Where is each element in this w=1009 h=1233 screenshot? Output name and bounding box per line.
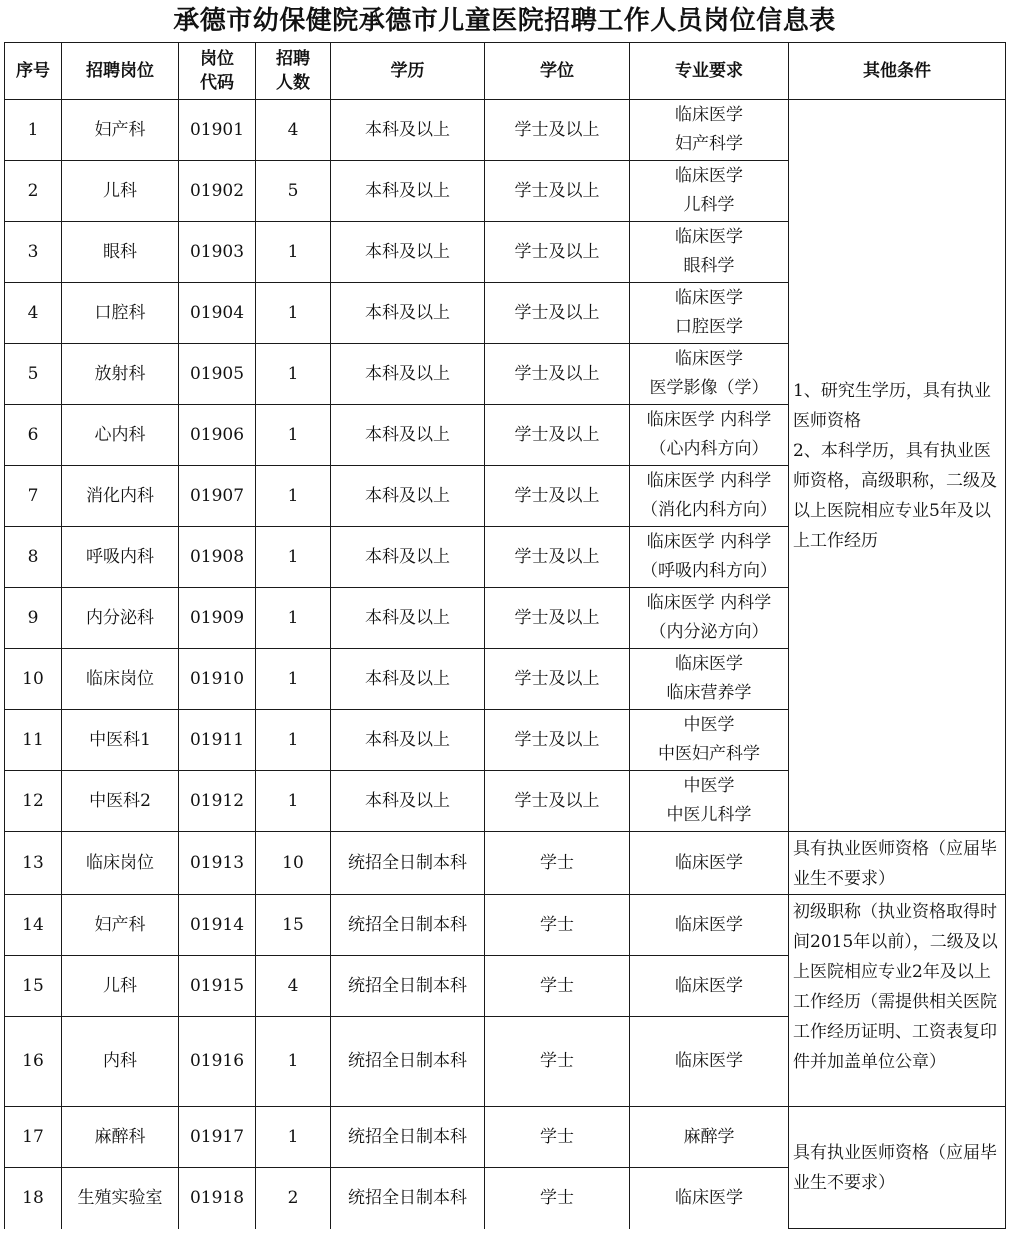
cell-num: 2 xyxy=(256,1168,331,1229)
cell-seq: 2 xyxy=(5,161,62,222)
cell-seq: 9 xyxy=(5,588,62,649)
cell-seq: 10 xyxy=(5,649,62,710)
major-line1: 中医学 xyxy=(683,715,735,735)
cell-degree: 学士及以上 xyxy=(485,649,630,710)
cell-edu: 本科及以上 xyxy=(331,771,485,832)
cell-degree: 学士及以上 xyxy=(485,771,630,832)
cell-num: 15 xyxy=(256,895,331,956)
cell-code: 01915 xyxy=(179,956,256,1017)
cell-edu: 本科及以上 xyxy=(331,527,485,588)
cell-num: 1 xyxy=(256,588,331,649)
cell-edu: 统招全日制本科 xyxy=(331,956,485,1017)
major-line1: 临床医学 xyxy=(675,914,743,935)
cell-seq: 12 xyxy=(5,771,62,832)
cell-seq: 3 xyxy=(5,222,62,283)
cell-edu: 本科及以上 xyxy=(331,649,485,710)
cell-edu: 本科及以上 xyxy=(331,344,485,405)
cell-edu: 本科及以上 xyxy=(331,405,485,466)
major-line2: （消化内科方向） xyxy=(641,500,777,520)
cell-num: 10 xyxy=(256,832,331,895)
cell-degree: 学士及以上 xyxy=(485,405,630,466)
cell-seq: 8 xyxy=(5,527,62,588)
cell-edu: 统招全日制本科 xyxy=(331,1107,485,1168)
major-line1: 中医学 xyxy=(683,776,735,796)
cell-seq: 18 xyxy=(5,1168,62,1229)
header-row xyxy=(5,43,1006,100)
cell-seq: 7 xyxy=(5,466,62,527)
cell-post: 中医科2 xyxy=(62,771,179,832)
cell-num: 5 xyxy=(256,161,331,222)
cell-seq: 4 xyxy=(5,283,62,344)
cell-post: 儿科 xyxy=(62,161,179,222)
major-line1: 临床医学 xyxy=(675,105,743,125)
major-line1: 临床医学 xyxy=(675,975,743,996)
major-line2: 医学影像（学） xyxy=(649,378,769,398)
cell-post: 呼吸内科 xyxy=(62,527,179,588)
cell-code: 01911 xyxy=(179,710,256,771)
cell-degree: 学士及以上 xyxy=(485,527,630,588)
cell-code: 01910 xyxy=(179,649,256,710)
cell-other-conditions xyxy=(789,895,1006,1107)
cell-degree: 学士 xyxy=(485,1017,630,1107)
cell-code: 01912 xyxy=(179,771,256,832)
cell-degree: 学士及以上 xyxy=(485,710,630,771)
table-row xyxy=(5,832,1006,895)
major-line1: 临床医学 xyxy=(675,166,743,186)
cell-degree: 学士及以上 xyxy=(485,222,630,283)
table-body xyxy=(5,100,1006,1229)
major-line2: 临床营养学 xyxy=(666,683,752,703)
cell-code: 01903 xyxy=(179,222,256,283)
condition-text: 具有执业医师资格（应届毕业生不要求） xyxy=(793,1142,997,1193)
cell-seq: 6 xyxy=(5,405,62,466)
cell-degree: 学士 xyxy=(485,832,630,895)
cell-seq: 11 xyxy=(5,710,62,771)
cell-num: 4 xyxy=(256,956,331,1017)
cell-major xyxy=(630,832,789,895)
cell-num: 1 xyxy=(256,710,331,771)
cell-degree: 学士及以上 xyxy=(485,100,630,161)
cell-code: 01906 xyxy=(179,405,256,466)
cell-degree: 学士及以上 xyxy=(485,344,630,405)
cell-degree: 学士 xyxy=(485,895,630,956)
table-row xyxy=(5,895,1006,956)
cell-code: 01918 xyxy=(179,1168,256,1229)
cell-post: 麻醉科 xyxy=(62,1107,179,1168)
major-line1: 临床医学 内科学 xyxy=(646,532,772,552)
cell-post: 儿科 xyxy=(62,956,179,1017)
table-row xyxy=(5,100,1006,161)
major-line1: 临床医学 内科学 xyxy=(646,471,772,491)
major-line1: 临床医学 内科学 xyxy=(646,593,772,613)
cell-major xyxy=(630,1107,789,1168)
cell-degree: 学士及以上 xyxy=(485,283,630,344)
major-line2: （内分泌方向） xyxy=(649,622,769,642)
cell-major xyxy=(630,100,789,161)
cell-major xyxy=(630,956,789,1017)
major-line2: 口腔医学 xyxy=(675,317,743,337)
cell-major xyxy=(630,344,789,405)
cell-edu: 统招全日制本科 xyxy=(331,832,485,895)
cell-seq: 17 xyxy=(5,1107,62,1168)
cell-num: 1 xyxy=(256,1017,331,1107)
cell-other-conditions xyxy=(789,832,1006,895)
major-line1: 临床医学 xyxy=(675,654,743,674)
cell-seq: 14 xyxy=(5,895,62,956)
condition-text: 具有执业医师资格（应届毕业生不要求） xyxy=(793,839,997,889)
major-line1: 临床医学 xyxy=(675,288,743,308)
major-line2: 妇产科学 xyxy=(675,134,743,154)
cell-post: 内分泌科 xyxy=(62,588,179,649)
cell-degree: 学士 xyxy=(485,1168,630,1229)
major-line2: 中医儿科学 xyxy=(666,805,752,825)
header-major: 专业要求 xyxy=(630,43,789,100)
cell-post: 口腔科 xyxy=(62,283,179,344)
major-line2: 中医妇产科学 xyxy=(658,744,760,764)
cell-major xyxy=(630,283,789,344)
cell-code: 01907 xyxy=(179,466,256,527)
cell-edu: 统招全日制本科 xyxy=(331,1017,485,1107)
major-line1: 临床医学 内科学 xyxy=(646,410,772,430)
cell-edu: 统招全日制本科 xyxy=(331,895,485,956)
cell-edu: 本科及以上 xyxy=(331,100,485,161)
cell-other-conditions xyxy=(789,100,1006,832)
major-line1: 临床医学 xyxy=(675,852,743,873)
major-line1: 临床医学 xyxy=(675,1187,743,1208)
cell-code: 01914 xyxy=(179,895,256,956)
cell-other-conditions xyxy=(789,1107,1006,1229)
cell-post: 放射科 xyxy=(62,344,179,405)
cell-edu: 本科及以上 xyxy=(331,161,485,222)
cell-code: 01901 xyxy=(179,100,256,161)
header-num-line1: 招聘 xyxy=(276,49,310,69)
major-line2: 眼科学 xyxy=(683,256,735,276)
cell-major xyxy=(630,588,789,649)
major-line1: 临床医学 xyxy=(675,349,743,369)
cell-major xyxy=(630,710,789,771)
header-num-line2: 人数 xyxy=(276,73,310,93)
cell-post: 消化内科 xyxy=(62,466,179,527)
cell-major xyxy=(630,895,789,956)
cell-num: 1 xyxy=(256,1107,331,1168)
cell-code: 01916 xyxy=(179,1017,256,1107)
cell-code: 01902 xyxy=(179,161,256,222)
cell-degree: 学士及以上 xyxy=(485,161,630,222)
cell-seq: 16 xyxy=(5,1017,62,1107)
page-title: 承德市幼保健院承德市儿童医院招聘工作人员岗位信息表 xyxy=(173,6,836,36)
recruitment-table xyxy=(4,42,1006,1229)
cell-edu: 统招全日制本科 xyxy=(331,1168,485,1229)
header-degree: 学位 xyxy=(485,43,630,100)
cell-seq: 15 xyxy=(5,956,62,1017)
header-other: 其他条件 xyxy=(789,43,1006,100)
cell-code: 01917 xyxy=(179,1107,256,1168)
cell-degree: 学士 xyxy=(485,1107,630,1168)
cell-edu: 本科及以上 xyxy=(331,710,485,771)
table-row xyxy=(5,1107,1006,1168)
cell-post: 妇产科 xyxy=(62,895,179,956)
cell-num: 1 xyxy=(256,222,331,283)
major-line1: 麻醉学 xyxy=(683,1126,735,1147)
cell-num: 1 xyxy=(256,405,331,466)
cell-post: 心内科 xyxy=(62,405,179,466)
major-line2: （心内科方向） xyxy=(649,439,769,459)
cell-major xyxy=(630,771,789,832)
header-num xyxy=(256,43,331,100)
cell-major xyxy=(630,405,789,466)
cell-seq: 13 xyxy=(5,832,62,895)
cell-post: 内科 xyxy=(62,1017,179,1107)
cell-post: 中医科1 xyxy=(62,710,179,771)
cell-post: 妇产科 xyxy=(62,100,179,161)
cell-degree: 学士 xyxy=(485,956,630,1017)
cell-major xyxy=(630,1168,789,1229)
condition-text: 2、本科学历，具有执业医师资格，高级职称，二级及以上医院相应专业5年及以上工作经历 xyxy=(793,440,997,551)
cell-edu: 本科及以上 xyxy=(331,222,485,283)
cell-edu: 本科及以上 xyxy=(331,466,485,527)
condition-text: 初级职称（执业资格取得时间2015年以前），二级及以上医院相应专业2年及以上工作经历（需提供相关医院工作经历证明、工资表复印件并加盖单位公章） xyxy=(793,902,998,1072)
cell-num: 1 xyxy=(256,771,331,832)
cell-major xyxy=(630,527,789,588)
cell-seq: 5 xyxy=(5,344,62,405)
cell-num: 1 xyxy=(256,527,331,588)
header-post: 招聘岗位 xyxy=(62,43,179,100)
major-line1: 临床医学 xyxy=(675,1051,743,1071)
header-code xyxy=(179,43,256,100)
cell-post: 眼科 xyxy=(62,222,179,283)
cell-post: 生殖实验室 xyxy=(62,1168,179,1229)
cell-num: 1 xyxy=(256,649,331,710)
major-line2: 儿科学 xyxy=(683,195,735,215)
cell-code: 01904 xyxy=(179,283,256,344)
cell-code: 01905 xyxy=(179,344,256,405)
header-seq: 序号 xyxy=(5,43,62,100)
cell-num: 1 xyxy=(256,466,331,527)
cell-major xyxy=(630,466,789,527)
cell-major xyxy=(630,222,789,283)
condition-text: 1、研究生学历，具有执业医师资格 xyxy=(793,380,991,431)
cell-major xyxy=(630,161,789,222)
cell-num: 4 xyxy=(256,100,331,161)
header-code-line2: 代码 xyxy=(200,73,234,93)
cell-degree: 学士及以上 xyxy=(485,588,630,649)
cell-edu: 本科及以上 xyxy=(331,283,485,344)
cell-code: 01908 xyxy=(179,527,256,588)
cell-major xyxy=(630,1017,789,1107)
cell-seq: 1 xyxy=(5,100,62,161)
header-edu: 学历 xyxy=(331,43,485,100)
cell-code: 01909 xyxy=(179,588,256,649)
major-line1: 临床医学 xyxy=(675,227,743,247)
cell-num: 1 xyxy=(256,344,331,405)
cell-post: 临床岗位 xyxy=(62,649,179,710)
cell-num: 1 xyxy=(256,283,331,344)
header-code-line1: 岗位 xyxy=(200,49,234,69)
cell-edu: 本科及以上 xyxy=(331,588,485,649)
major-line2: （呼吸内科方向） xyxy=(641,561,777,581)
cell-code: 01913 xyxy=(179,832,256,895)
cell-degree: 学士及以上 xyxy=(485,466,630,527)
cell-major xyxy=(630,649,789,710)
cell-post: 临床岗位 xyxy=(62,832,179,895)
